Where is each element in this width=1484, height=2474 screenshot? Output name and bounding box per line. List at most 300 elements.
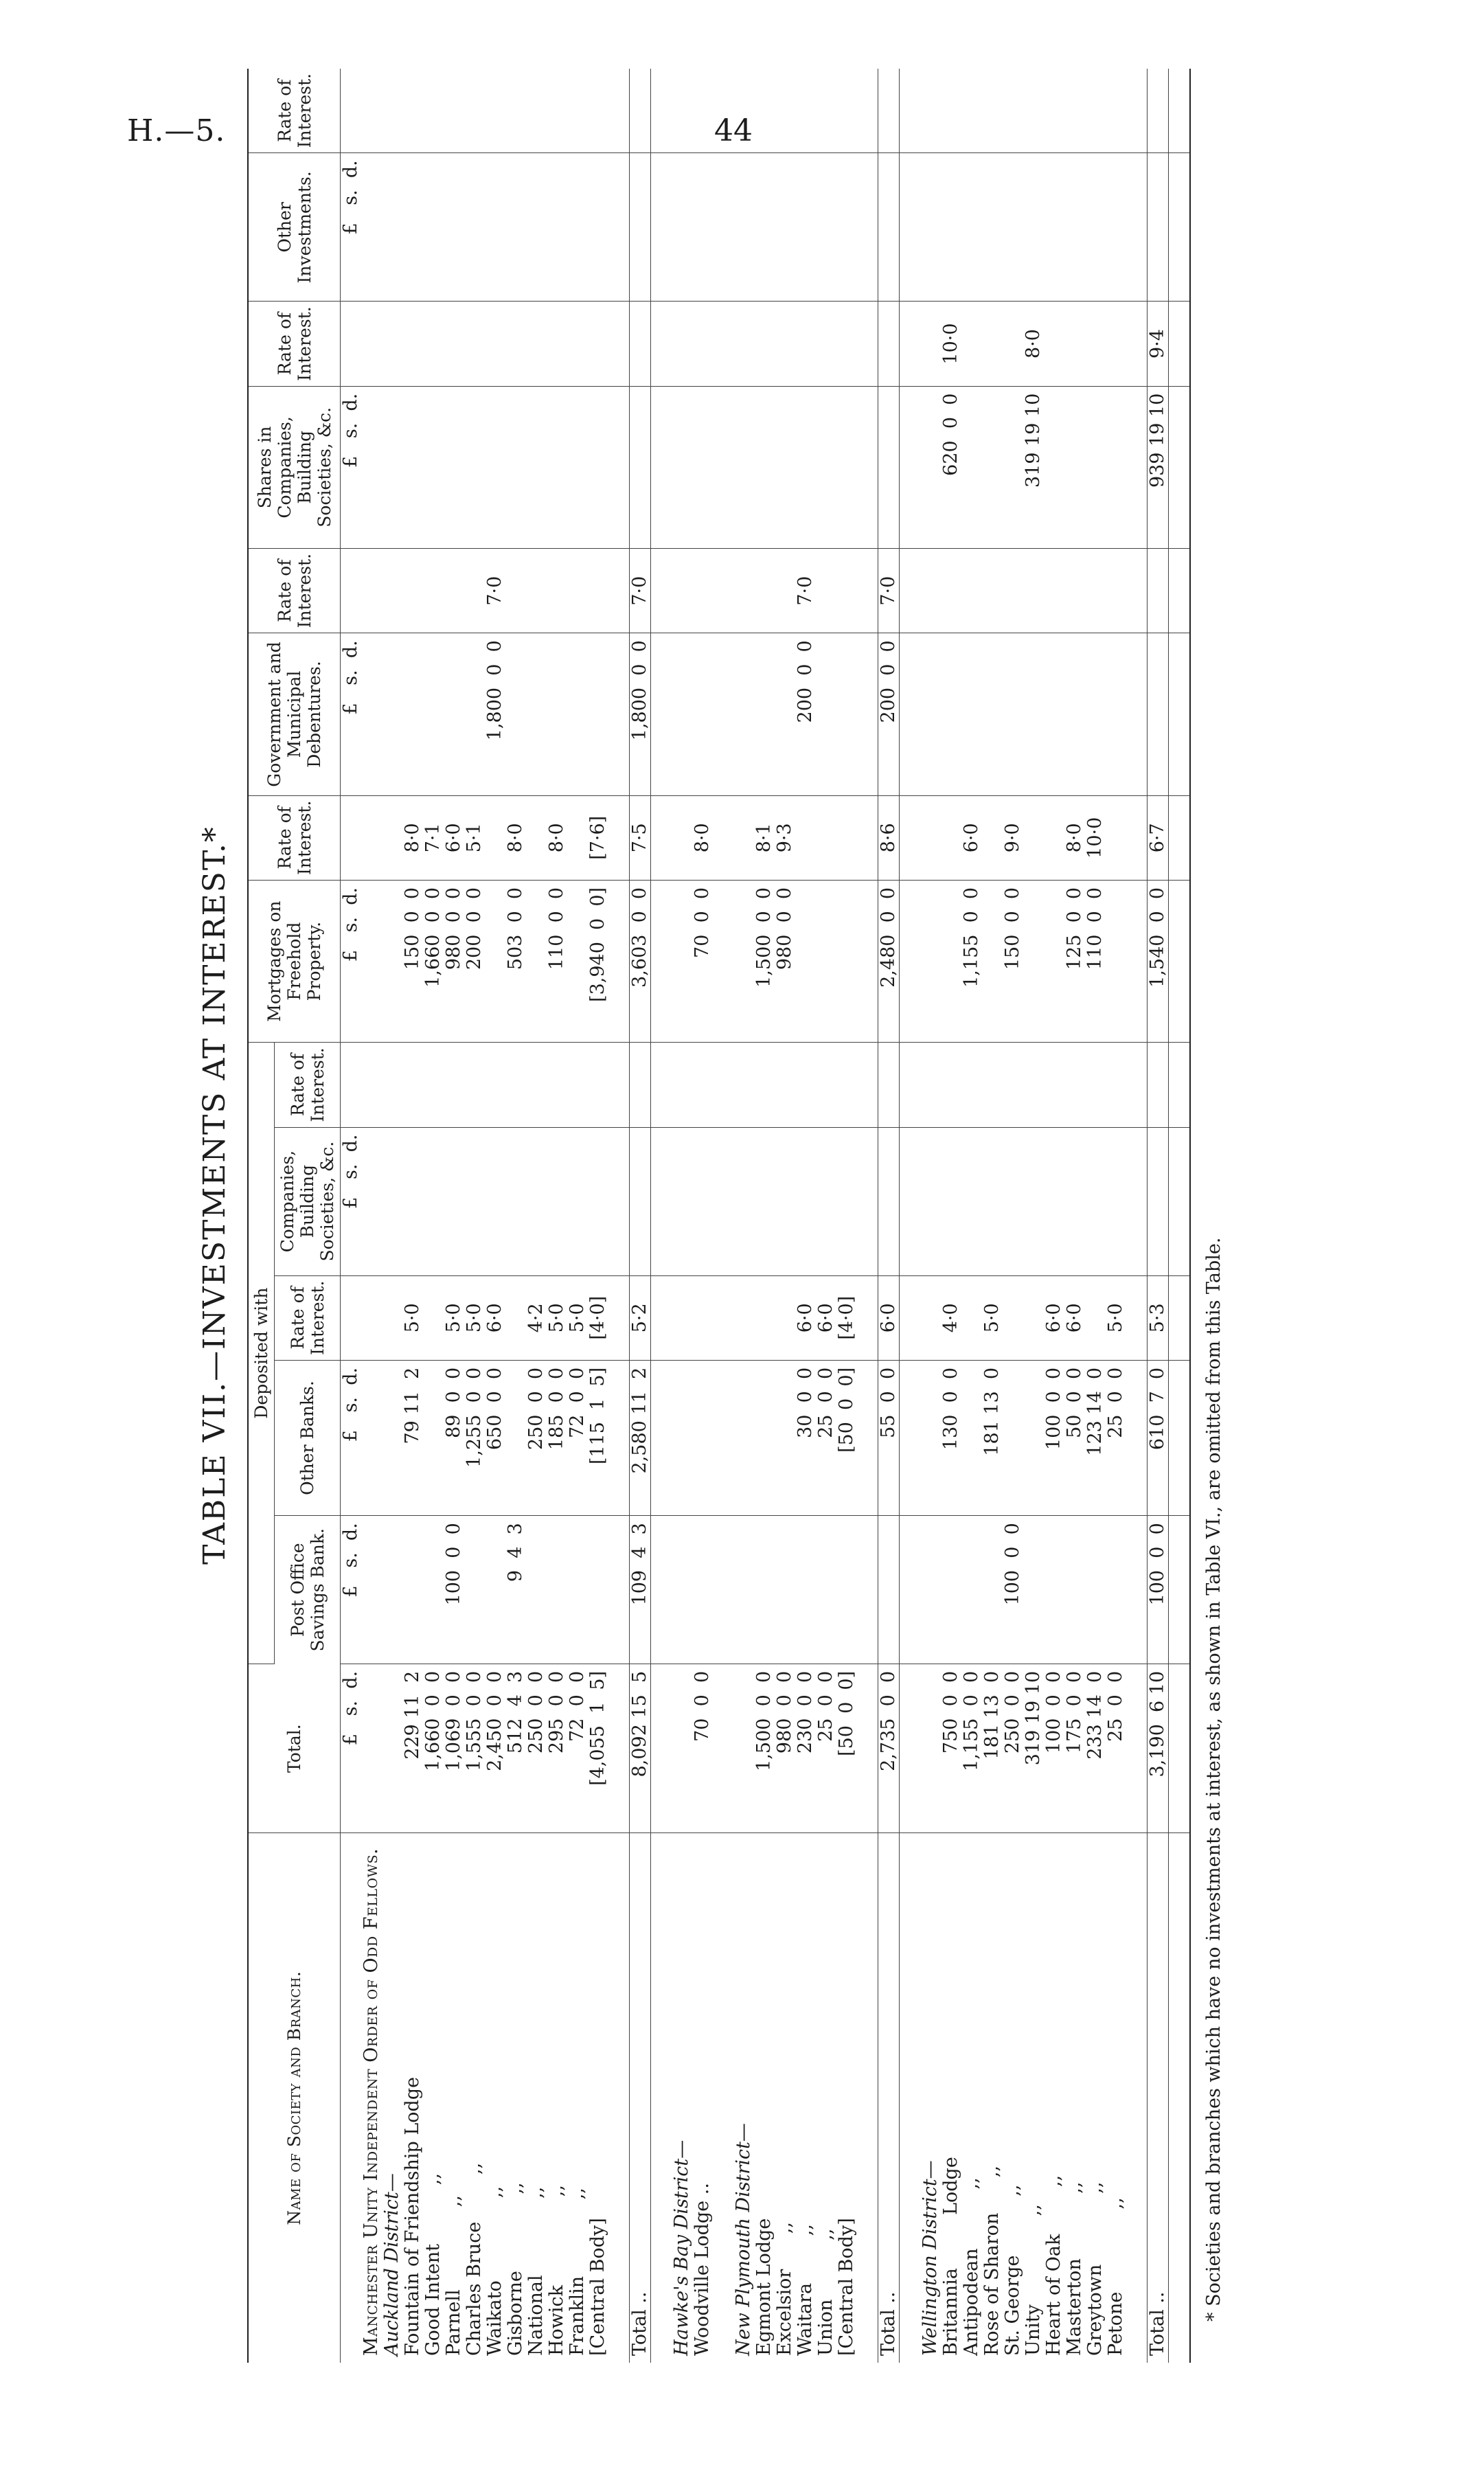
- cell-r5: [547, 302, 567, 386]
- cell-po: [1085, 1516, 1106, 1664]
- cell-r6: [1169, 69, 1191, 153]
- cell-po: 109 4 3: [630, 1516, 651, 1664]
- cell-r1: [4·0]: [588, 1275, 608, 1360]
- cell-co: [816, 1127, 836, 1275]
- cell-r3: 8·1: [754, 795, 775, 880]
- cell-co: [1126, 1127, 1148, 1275]
- cell-r3: 9·0: [1003, 795, 1023, 880]
- cell-mo: £ s. d.: [341, 880, 362, 1042]
- cell-r1: [900, 1275, 921, 1360]
- cell-oi: [857, 153, 878, 302]
- cell-total: 1,660 0 0: [423, 1664, 444, 1833]
- cell-co: [982, 1127, 1003, 1275]
- table-row: [588, 69, 608, 2363]
- cell-ob: 250 0 0: [526, 1360, 547, 1515]
- cell-gov: [526, 633, 547, 795]
- cell-r2: [1064, 1043, 1085, 1127]
- cell-r4: [920, 549, 941, 633]
- cell-r2: [1085, 1043, 1106, 1127]
- cell-r6: [878, 69, 900, 153]
- row-label: Egmont Lodge: [753, 2218, 775, 2356]
- cell-r5: [1064, 302, 1085, 386]
- cell-oi: [567, 153, 588, 302]
- spacer-row: [713, 69, 733, 2363]
- cell-r5: 10·0: [941, 302, 961, 386]
- cell-r4: [505, 549, 526, 633]
- cell-gov: [1003, 633, 1023, 795]
- cell-total: 70 0 0: [692, 1664, 713, 1833]
- cell-gov: [900, 633, 921, 795]
- cell-gov: [588, 633, 608, 795]
- cell-r2: [733, 1043, 754, 1127]
- cell-r3: [1126, 795, 1148, 880]
- cell-sh: [816, 386, 836, 548]
- cell-ob: [1169, 1360, 1191, 1515]
- cell-po: [1023, 1516, 1044, 1664]
- cell-r5: [630, 302, 651, 386]
- cell-r5: [464, 302, 485, 386]
- cell-total: [608, 1664, 630, 1833]
- cell-r3: [567, 795, 588, 880]
- cell-ob: [857, 1360, 878, 1515]
- col-post-office: Post Office Savings Bank.: [275, 1516, 341, 1664]
- cell-sh: [733, 386, 754, 548]
- cell-mo: 150 0 0: [402, 880, 423, 1042]
- cell-co: [900, 1127, 921, 1275]
- cell-po: [775, 1516, 795, 1664]
- cell-oi: [672, 153, 692, 302]
- cell-oi: [1023, 153, 1044, 302]
- cell-r3: 10·0: [1085, 795, 1106, 880]
- cell-po: [878, 1516, 900, 1664]
- cell-sh: [485, 386, 505, 548]
- cell-r4: [672, 549, 692, 633]
- row-label: Unity ,,: [1023, 2204, 1044, 2356]
- cell-r5: [672, 302, 692, 386]
- row-label: Franklin ,,: [567, 2188, 588, 2356]
- cell-sh: [1106, 386, 1126, 548]
- cell-r3: [713, 795, 733, 880]
- cell-r5: [526, 302, 547, 386]
- cell-sh: [692, 386, 713, 548]
- table-row: [464, 69, 485, 2363]
- cell-total: 233 14 0: [1085, 1664, 1106, 1833]
- cell-r1: [713, 1275, 733, 1360]
- cell-total: 1,500 0 0: [754, 1664, 775, 1833]
- cell-gov: [1023, 633, 1044, 795]
- cell-mo: [651, 880, 672, 1042]
- cell-r2: [982, 1043, 1003, 1127]
- cell-r3: 5·1: [464, 795, 485, 880]
- row-label: [Central Body]: [587, 2218, 608, 2356]
- cell-r3: 8·0: [1064, 795, 1085, 880]
- cell-r2: [423, 1043, 444, 1127]
- cell-po: [526, 1516, 547, 1664]
- cell-r4: 7·0: [630, 549, 651, 633]
- cell-r4: 7·0: [878, 549, 900, 633]
- cell-co: [547, 1127, 567, 1275]
- cell-r3: [361, 795, 382, 880]
- cell-total: 25 0 0: [1106, 1664, 1126, 1833]
- cell-r2: [485, 1043, 505, 1127]
- cell-total: 1,555 0 0: [464, 1664, 485, 1833]
- cell-gov: [733, 633, 754, 795]
- cell-r6: [982, 69, 1003, 153]
- spacer-row: [651, 69, 672, 2363]
- row-label: [857, 1833, 878, 2363]
- cell-po: [672, 1516, 692, 1664]
- cell-mo: [1044, 880, 1064, 1042]
- cell-co: [423, 1127, 444, 1275]
- cell-gov: [775, 633, 795, 795]
- cell-ob: [900, 1360, 921, 1515]
- cell-sh: [857, 386, 878, 548]
- cell-r5: [1085, 302, 1106, 386]
- cell-gov: [713, 633, 733, 795]
- cell-r3: 8·6: [878, 795, 900, 880]
- row-label: Waikato ,,: [484, 2186, 505, 2356]
- cell-r1: [651, 1275, 672, 1360]
- cell-ob: 50 0 0: [1064, 1360, 1085, 1515]
- row-label: Woodville Lodge ..: [692, 2183, 713, 2356]
- row-label: National ,,: [525, 2186, 547, 2356]
- cell-gov: [816, 633, 836, 795]
- cell-r3: 7·1: [423, 795, 444, 880]
- cell-oi: [982, 153, 1003, 302]
- cell-po: [982, 1516, 1003, 1664]
- cell-sh: [651, 386, 672, 548]
- table-row: [526, 69, 547, 2363]
- cell-r6: [1023, 69, 1044, 153]
- cell-po: [567, 1516, 588, 1664]
- cell-ob: 181 13 0: [982, 1360, 1003, 1515]
- cell-total: [4,055 1 5]: [588, 1664, 608, 1833]
- cell-r2: [341, 1043, 362, 1127]
- cell-oi: [920, 153, 941, 302]
- row-label: [713, 1833, 733, 2363]
- row-label: Fountain of Friendship Lodge: [402, 2076, 423, 2356]
- cell-r4: [1126, 549, 1148, 633]
- cell-po: [816, 1516, 836, 1664]
- cell-r4: [651, 549, 672, 633]
- cell-total: 25 0 0: [816, 1664, 836, 1833]
- cell-mo: [920, 880, 941, 1042]
- cell-r3: [900, 795, 921, 880]
- col-other-investments: Other Investments.: [248, 153, 341, 302]
- cell-total: 100 0 0: [1044, 1664, 1064, 1833]
- cell-total: [382, 1664, 402, 1833]
- col-rate-5: Rate of Interest.: [248, 302, 341, 386]
- cell-ob: 72 0 0: [567, 1360, 588, 1515]
- cell-r2: [713, 1043, 733, 1127]
- cell-po: [857, 1516, 878, 1664]
- cell-oi: [505, 153, 526, 302]
- cell-po: [900, 1516, 921, 1664]
- cell-total: [713, 1664, 733, 1833]
- cell-ob: 130 0 0: [941, 1360, 961, 1515]
- cell-r6: [836, 69, 857, 153]
- cell-r6: [900, 69, 921, 153]
- cell-r1: 5·0: [567, 1275, 588, 1360]
- cell-gov: [1064, 633, 1085, 795]
- cell-r3: 8·0: [692, 795, 713, 880]
- row-label: Waitara ,,: [795, 2224, 816, 2356]
- cell-r6: [464, 69, 485, 153]
- cell-mo: 2,480 0 0: [878, 880, 900, 1042]
- cell-co: [941, 1127, 961, 1275]
- cell-r5: [567, 302, 588, 386]
- col-shares: Shares in Companies, Building Societies, &c.: [248, 386, 341, 548]
- cell-co: [1023, 1127, 1044, 1275]
- cell-r6: [713, 69, 733, 153]
- cell-r6: [651, 69, 672, 153]
- cell-gov: [982, 633, 1003, 795]
- cell-mo: [608, 880, 630, 1042]
- cell-gov: £ s. d.: [341, 633, 362, 795]
- cell-oi: [692, 153, 713, 302]
- cell-sh: [464, 386, 485, 548]
- cell-r5: [1044, 302, 1064, 386]
- cell-r5: [1126, 302, 1148, 386]
- cell-sh: [1126, 386, 1148, 548]
- cell-ob: [115 1 5]: [588, 1360, 608, 1515]
- cell-total: £ s. d.: [341, 1664, 362, 1833]
- cell-mo: [816, 880, 836, 1042]
- cell-r1: [857, 1275, 878, 1360]
- cell-co: [733, 1127, 754, 1275]
- cell-po: 9 4 3: [505, 1516, 526, 1664]
- cell-r4: [382, 549, 402, 633]
- cell-po: [361, 1516, 382, 1664]
- cell-r3: 6·7: [1148, 795, 1169, 880]
- page-reference: H.—5.: [127, 113, 226, 148]
- cell-mo: 1,660 0 0: [423, 880, 444, 1042]
- cell-r2: [836, 1043, 857, 1127]
- cell-gov: 200 0 0: [795, 633, 816, 795]
- cell-co: [692, 1127, 713, 1275]
- cell-gov: [1085, 633, 1106, 795]
- cell-sh: [1085, 386, 1106, 548]
- cell-oi: [1064, 153, 1085, 302]
- cell-co: [1003, 1127, 1023, 1275]
- table-row: [836, 69, 857, 2363]
- row-label: Excelsior ,,: [774, 2222, 795, 2356]
- cell-r5: [423, 302, 444, 386]
- cell-oi: [713, 153, 733, 302]
- cell-r4: [1003, 549, 1023, 633]
- cell-r1: [361, 1275, 382, 1360]
- cell-r4: [1169, 549, 1191, 633]
- row-label: [Central Body]: [836, 2218, 857, 2356]
- cell-gov: [857, 633, 878, 795]
- cell-r2: [1148, 1043, 1169, 1127]
- cell-r4: [608, 549, 630, 633]
- cell-r3: 8·0: [402, 795, 423, 880]
- cell-ob: 25 0 0: [1106, 1360, 1126, 1515]
- cell-co: [878, 1127, 900, 1275]
- cell-co: [857, 1127, 878, 1275]
- cell-po: [941, 1516, 961, 1664]
- cell-co: [608, 1127, 630, 1275]
- cell-ob: 100 0 0: [1044, 1360, 1064, 1515]
- cell-sh: [1044, 386, 1064, 548]
- cell-co: [588, 1127, 608, 1275]
- cell-po: [1126, 1516, 1148, 1664]
- cell-r3: 8·0: [547, 795, 567, 880]
- cell-total: 250 0 0: [1003, 1664, 1023, 1833]
- cell-r5: [692, 302, 713, 386]
- cell-r1: 5·0: [1106, 1275, 1126, 1360]
- cell-oi: [588, 153, 608, 302]
- cell-r5: [857, 302, 878, 386]
- cell-r5: [775, 302, 795, 386]
- table-row: [1044, 69, 1064, 2363]
- cell-r2: [1126, 1043, 1148, 1127]
- cell-r1: 6·0: [795, 1275, 816, 1360]
- cell-r3: 6·0: [961, 795, 982, 880]
- col-mortgages: Mortgages on Freehold Property.: [248, 880, 341, 1042]
- cell-po: £ s. d.: [341, 1516, 362, 1664]
- cell-total: [50 0 0]: [836, 1664, 857, 1833]
- cell-r6: [402, 69, 423, 153]
- cell-r2: [567, 1043, 588, 1127]
- cell-r5: [444, 302, 464, 386]
- cell-gov: [361, 633, 382, 795]
- cell-gov: [1044, 633, 1064, 795]
- cell-r6: [1003, 69, 1023, 153]
- table-row: [941, 69, 961, 2363]
- cell-gov: [547, 633, 567, 795]
- cell-r2: [816, 1043, 836, 1127]
- cell-r1: [961, 1275, 982, 1360]
- cell-po: [1044, 1516, 1064, 1664]
- cell-r3: [1044, 795, 1064, 880]
- cell-gov: [444, 633, 464, 795]
- row-label: Greytown ,,: [1084, 2181, 1106, 2356]
- cell-r1: [692, 1275, 713, 1360]
- cell-gov: [1169, 633, 1191, 795]
- cell-ob: 185 0 0: [547, 1360, 567, 1515]
- cell-r6: [775, 69, 795, 153]
- cell-r5: [1106, 302, 1126, 386]
- spacer-row: [608, 69, 630, 2363]
- cell-total: 3,190 6 10: [1148, 1664, 1169, 1833]
- cell-po: [1064, 1516, 1085, 1664]
- cell-r5: [485, 302, 505, 386]
- cell-r1: [672, 1275, 692, 1360]
- cell-oi: [733, 153, 754, 302]
- table-row: [1085, 69, 1106, 2363]
- cell-r1: [920, 1275, 941, 1360]
- cell-ob: [1023, 1360, 1044, 1515]
- cell-r3: [982, 795, 1003, 880]
- cell-r1: 4·0: [941, 1275, 961, 1360]
- cell-r3: 9·3: [775, 795, 795, 880]
- cell-co: [567, 1127, 588, 1275]
- cell-r1: 4·2: [526, 1275, 547, 1360]
- cell-ob: [692, 1360, 713, 1515]
- cell-sh: £ s. d.: [341, 386, 362, 548]
- spacer-row: [857, 69, 878, 2363]
- col-rate-3: Rate of Interest.: [248, 795, 341, 880]
- cell-r2: [672, 1043, 692, 1127]
- cell-sh: [630, 386, 651, 548]
- cell-r6: [857, 69, 878, 153]
- cell-mo: [982, 880, 1003, 1042]
- cell-gov: [692, 633, 713, 795]
- cell-r3: [1023, 795, 1044, 880]
- cell-r2: [795, 1043, 816, 1127]
- cell-r4: [588, 549, 608, 633]
- cell-ob: [1126, 1360, 1148, 1515]
- table-row: [754, 69, 775, 2363]
- cell-r3: [1106, 795, 1126, 880]
- cell-r4: [423, 549, 444, 633]
- cell-total: 230 0 0: [795, 1664, 816, 1833]
- cell-r1: [1169, 1275, 1191, 1360]
- cell-r5: [402, 302, 423, 386]
- cell-r1: 6·0: [1044, 1275, 1064, 1360]
- cell-r5: [982, 302, 1003, 386]
- cell-gov: [505, 633, 526, 795]
- cell-mo: 980 0 0: [444, 880, 464, 1042]
- col-other-banks: Other Banks.: [275, 1360, 341, 1515]
- cell-r5: 9·4: [1148, 302, 1169, 386]
- cell-r6: [961, 69, 982, 153]
- cell-gov: [567, 633, 588, 795]
- cell-r6: [672, 69, 692, 153]
- cell-r5: [651, 302, 672, 386]
- cell-r3: [795, 795, 816, 880]
- cell-mo: [941, 880, 961, 1042]
- page-number: 44: [714, 113, 753, 148]
- row-label: St. George ,,: [1002, 2184, 1023, 2356]
- row-label: [341, 1833, 362, 2363]
- cell-ob: 1,255 0 0: [464, 1360, 485, 1515]
- cell-ob: 30 0 0: [795, 1360, 816, 1515]
- cell-co: [754, 1127, 775, 1275]
- cell-r1: 6·0: [485, 1275, 505, 1360]
- cell-r5: [382, 302, 402, 386]
- cell-co: [1064, 1127, 1085, 1275]
- cell-r2: [941, 1043, 961, 1127]
- cell-oi: [382, 153, 402, 302]
- cell-co: [651, 1127, 672, 1275]
- cell-po: [485, 1516, 505, 1664]
- row-label: Good Intent ,,: [422, 2172, 444, 2356]
- cell-r1: [1085, 1275, 1106, 1360]
- cell-r5: 8·0: [1023, 302, 1044, 386]
- cell-r1: [1023, 1275, 1044, 1360]
- cell-r4: [1148, 549, 1169, 633]
- cell-oi: [1044, 153, 1064, 302]
- cell-co: £ s. d.: [341, 1127, 362, 1275]
- cell-gov: [464, 633, 485, 795]
- row-label: Parnell ,,: [443, 2195, 464, 2356]
- cell-r4: [402, 549, 423, 633]
- row-label: Masterton ,,: [1064, 2181, 1085, 2356]
- cell-sh: [402, 386, 423, 548]
- cell-gov: [1126, 633, 1148, 795]
- spacer-row: [900, 69, 921, 2363]
- cell-co: [1085, 1127, 1106, 1275]
- cell-co: [920, 1127, 941, 1275]
- cell-r1: [4·0]: [836, 1275, 857, 1360]
- cell-oi: [1106, 153, 1126, 302]
- table-row: [692, 69, 713, 2363]
- cell-sh: [1169, 386, 1191, 548]
- cell-total: 512 4 3: [505, 1664, 526, 1833]
